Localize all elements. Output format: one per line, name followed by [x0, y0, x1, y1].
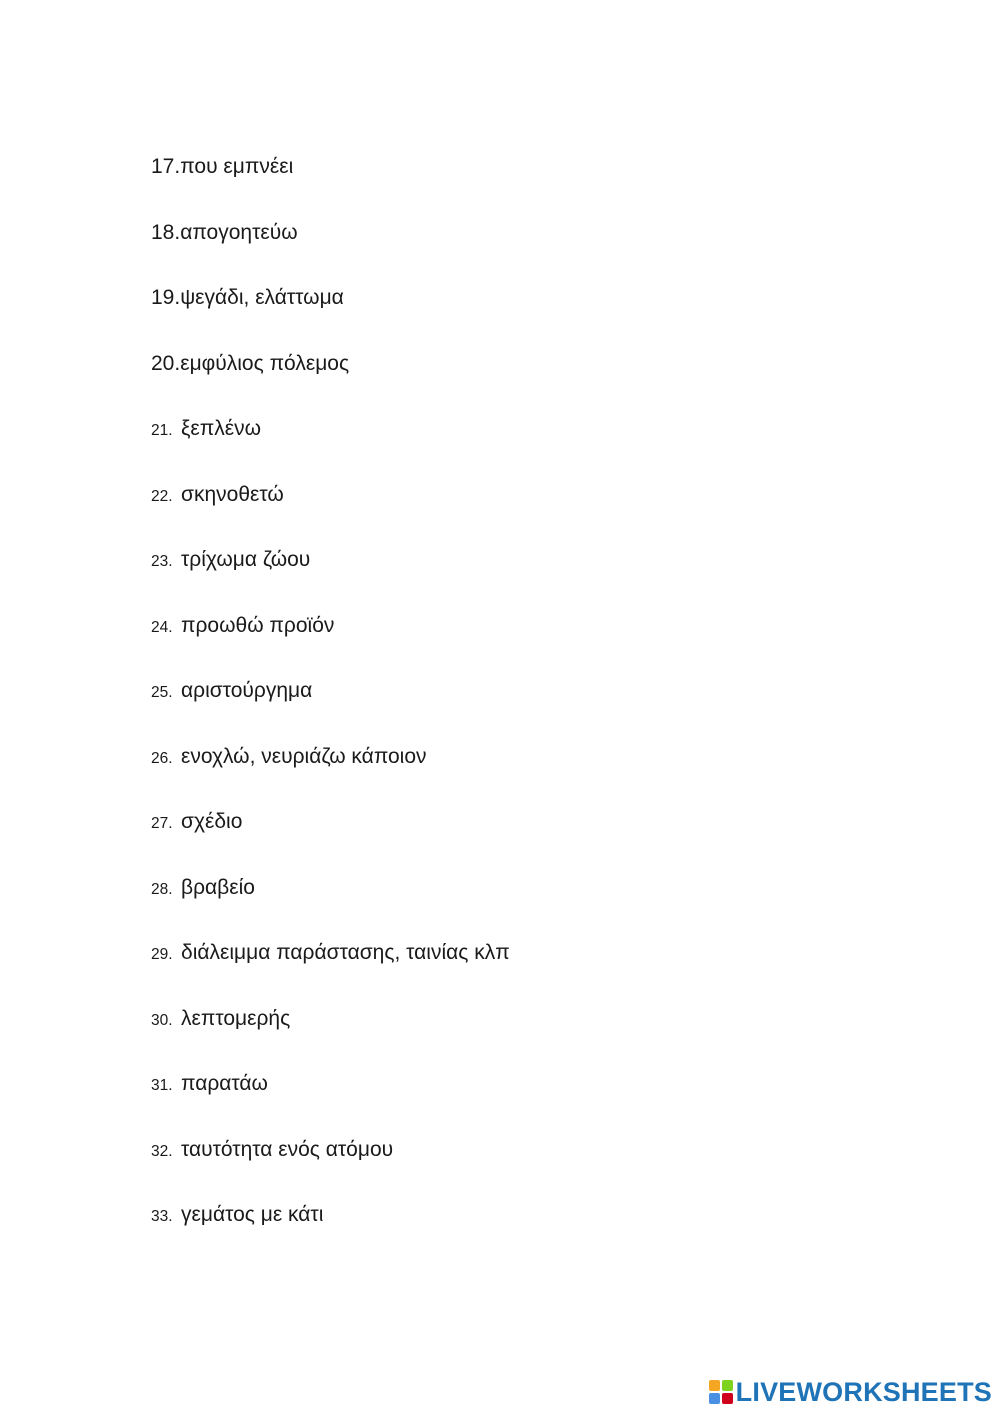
item-number: 32. — [151, 1142, 173, 1160]
item-text: ψεγάδι, ελάττωμα — [180, 286, 344, 309]
list-item — [151, 548, 931, 614]
item-text: προωθώ προϊόν — [181, 613, 335, 637]
item-text: αριστούργημα — [181, 679, 313, 702]
item-text: ξεπλένω — [181, 417, 262, 440]
list-item — [151, 614, 931, 680]
list-item — [151, 1072, 931, 1138]
item-text: που εμπνέει — [180, 155, 294, 178]
list-item — [151, 1007, 931, 1073]
list-item — [151, 810, 931, 876]
item-number: 19. — [151, 286, 181, 309]
list-item — [151, 941, 931, 1007]
item-text: παρατάω — [181, 1072, 268, 1095]
item-text: ενοχλώ, νευριάζω κάποιον — [181, 744, 427, 768]
item-number: 18. — [151, 220, 181, 244]
list-item — [151, 745, 931, 811]
list-item — [151, 876, 931, 942]
list-item — [151, 483, 931, 549]
item-text: σκηνοθετώ — [181, 482, 284, 506]
list-item — [151, 679, 931, 745]
item-number: 21. — [151, 422, 173, 439]
item-number: 29. — [151, 946, 173, 963]
logo-square — [709, 1380, 720, 1391]
vocabulary-list — [151, 155, 931, 1269]
item-number: 27. — [151, 815, 173, 832]
item-text: απογοητεύω — [180, 220, 298, 244]
list-item — [151, 1138, 931, 1204]
list-item — [151, 155, 931, 221]
item-number: 20. — [151, 351, 181, 375]
item-text: γεμάτος με κάτι — [181, 1203, 324, 1226]
item-number: 24. — [151, 618, 173, 636]
list-item — [151, 286, 931, 352]
list-item — [151, 1203, 931, 1269]
list-item — [151, 417, 931, 483]
item-text: εμφύλιος πόλεμος — [180, 351, 350, 375]
logo-square — [709, 1393, 720, 1404]
list-item — [151, 352, 931, 418]
item-text: βραβείο — [181, 875, 255, 899]
logo-square — [722, 1380, 733, 1391]
item-number: 23. — [151, 553, 173, 570]
item-text: ταυτότητα ενός ατόμου — [181, 1137, 394, 1161]
logo-text: LIVEWORKSHEETS — [735, 1376, 992, 1407]
item-text: τρίχωμα ζώου — [181, 548, 311, 571]
item-text: λεπτομερής — [181, 1006, 291, 1030]
logo-square — [722, 1393, 733, 1404]
item-number: 17. — [151, 155, 181, 178]
item-number: 22. — [151, 487, 173, 505]
item-number: 26. — [151, 749, 173, 767]
liveworksheets-logo-icon — [709, 1380, 733, 1404]
item-text: διάλειμμα παράστασης, ταινίας κλπ — [181, 941, 510, 964]
list-item — [151, 221, 931, 287]
item-text: σχέδιο — [181, 810, 243, 833]
item-number: 30. — [151, 1011, 173, 1029]
item-number: 31. — [151, 1077, 173, 1094]
liveworksheets-logo — [709, 1377, 992, 1407]
item-number: 25. — [151, 684, 173, 701]
item-number: 28. — [151, 880, 173, 898]
item-number: 33. — [151, 1208, 173, 1225]
